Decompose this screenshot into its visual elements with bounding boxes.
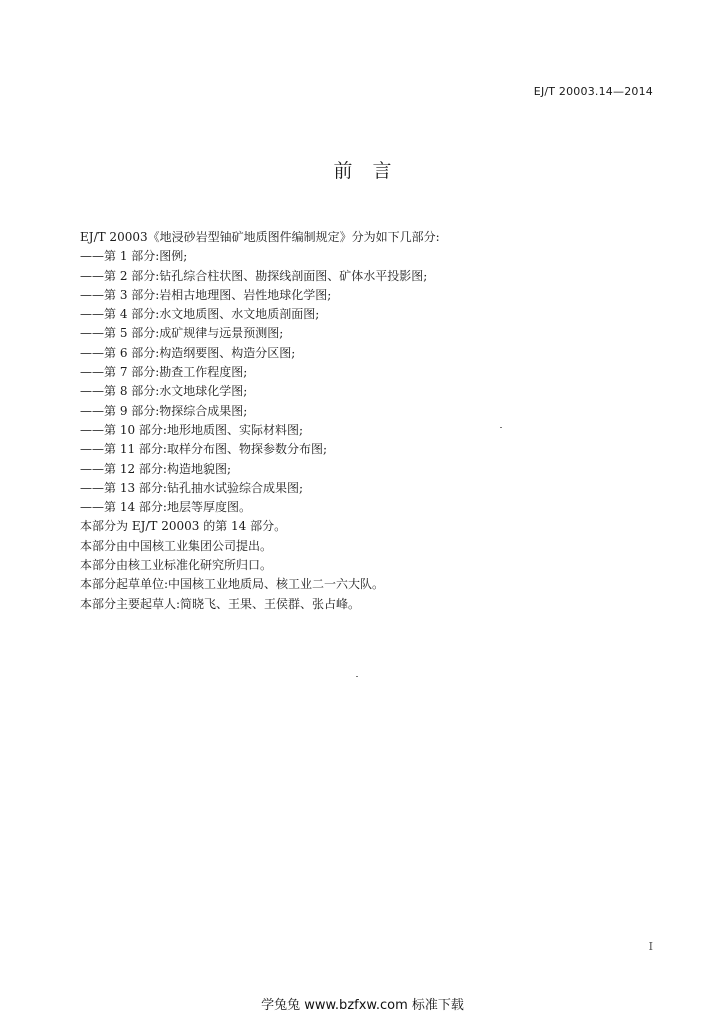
part-item-8: ——第 8 部分:水文地球化学图; bbox=[80, 384, 248, 399]
proposer-statement: 本部分由中国核工业集团公司提出。 bbox=[80, 538, 273, 553]
scan-speck bbox=[356, 676, 358, 677]
part-item-7: ——第 7 部分:勘查工作程度图; bbox=[80, 365, 248, 380]
part-item-12: ——第 12 部分:构造地貌图; bbox=[80, 461, 231, 476]
part-item-1: ——第 1 部分:图例; bbox=[80, 249, 188, 264]
page-number: I bbox=[648, 940, 653, 953]
page-title: 前言 bbox=[333, 160, 412, 182]
part-item-9: ——第 9 部分:物探综合成果图; bbox=[80, 403, 248, 418]
part-item-2: ——第 2 部分:钻孔综合柱状图、勘探线剖面图、矿体水平投影图; bbox=[80, 268, 428, 283]
part-item-10: ——第 10 部分:地形地质图、实际材料图; bbox=[80, 422, 303, 437]
foreword-body bbox=[80, 228, 660, 614]
part-item-5: ——第 5 部分:成矿规律与远景预测图; bbox=[80, 326, 284, 341]
part-item-14: ——第 14 部分:地层等厚度图。 bbox=[80, 500, 251, 515]
standard-code: EJ/T 20003.14—2014 bbox=[533, 85, 653, 98]
part-item-3: ——第 3 部分:岩相古地理图、岩性地球化学图; bbox=[80, 287, 332, 302]
part-item-4: ——第 4 部分:水文地质图、水文地质剖面图; bbox=[80, 307, 320, 322]
part-item-6: ——第 6 部分:构造纲要图、构造分区图; bbox=[80, 345, 296, 360]
drafting-unit-statement: 本部分起草单位:中国核工业地质局、核工业二一六大队。 bbox=[80, 577, 385, 592]
scan-speck bbox=[500, 427, 502, 428]
part-statement: 本部分为 EJ/T 20003 的第 14 部分。 bbox=[80, 519, 287, 534]
part-item-13: ——第 13 部分:钻孔抽水试验综合成果图; bbox=[80, 480, 303, 495]
drafters-statement: 本部分主要起草人:简晓飞、王果、王侯群、张占峰。 bbox=[80, 596, 361, 611]
centralizer-statement: 本部分由核工业标准化研究所归口。 bbox=[80, 558, 273, 573]
footer-watermark: 学兔兔 www.bzfxw.com 标准下载 bbox=[261, 998, 464, 1013]
intro-line: EJ/T 20003《地浸砂岩型铀矿地质图件编制规定》分为如下几部分: bbox=[80, 230, 440, 244]
part-item-11: ——第 11 部分:取样分布图、物探参数分布图; bbox=[80, 442, 327, 457]
